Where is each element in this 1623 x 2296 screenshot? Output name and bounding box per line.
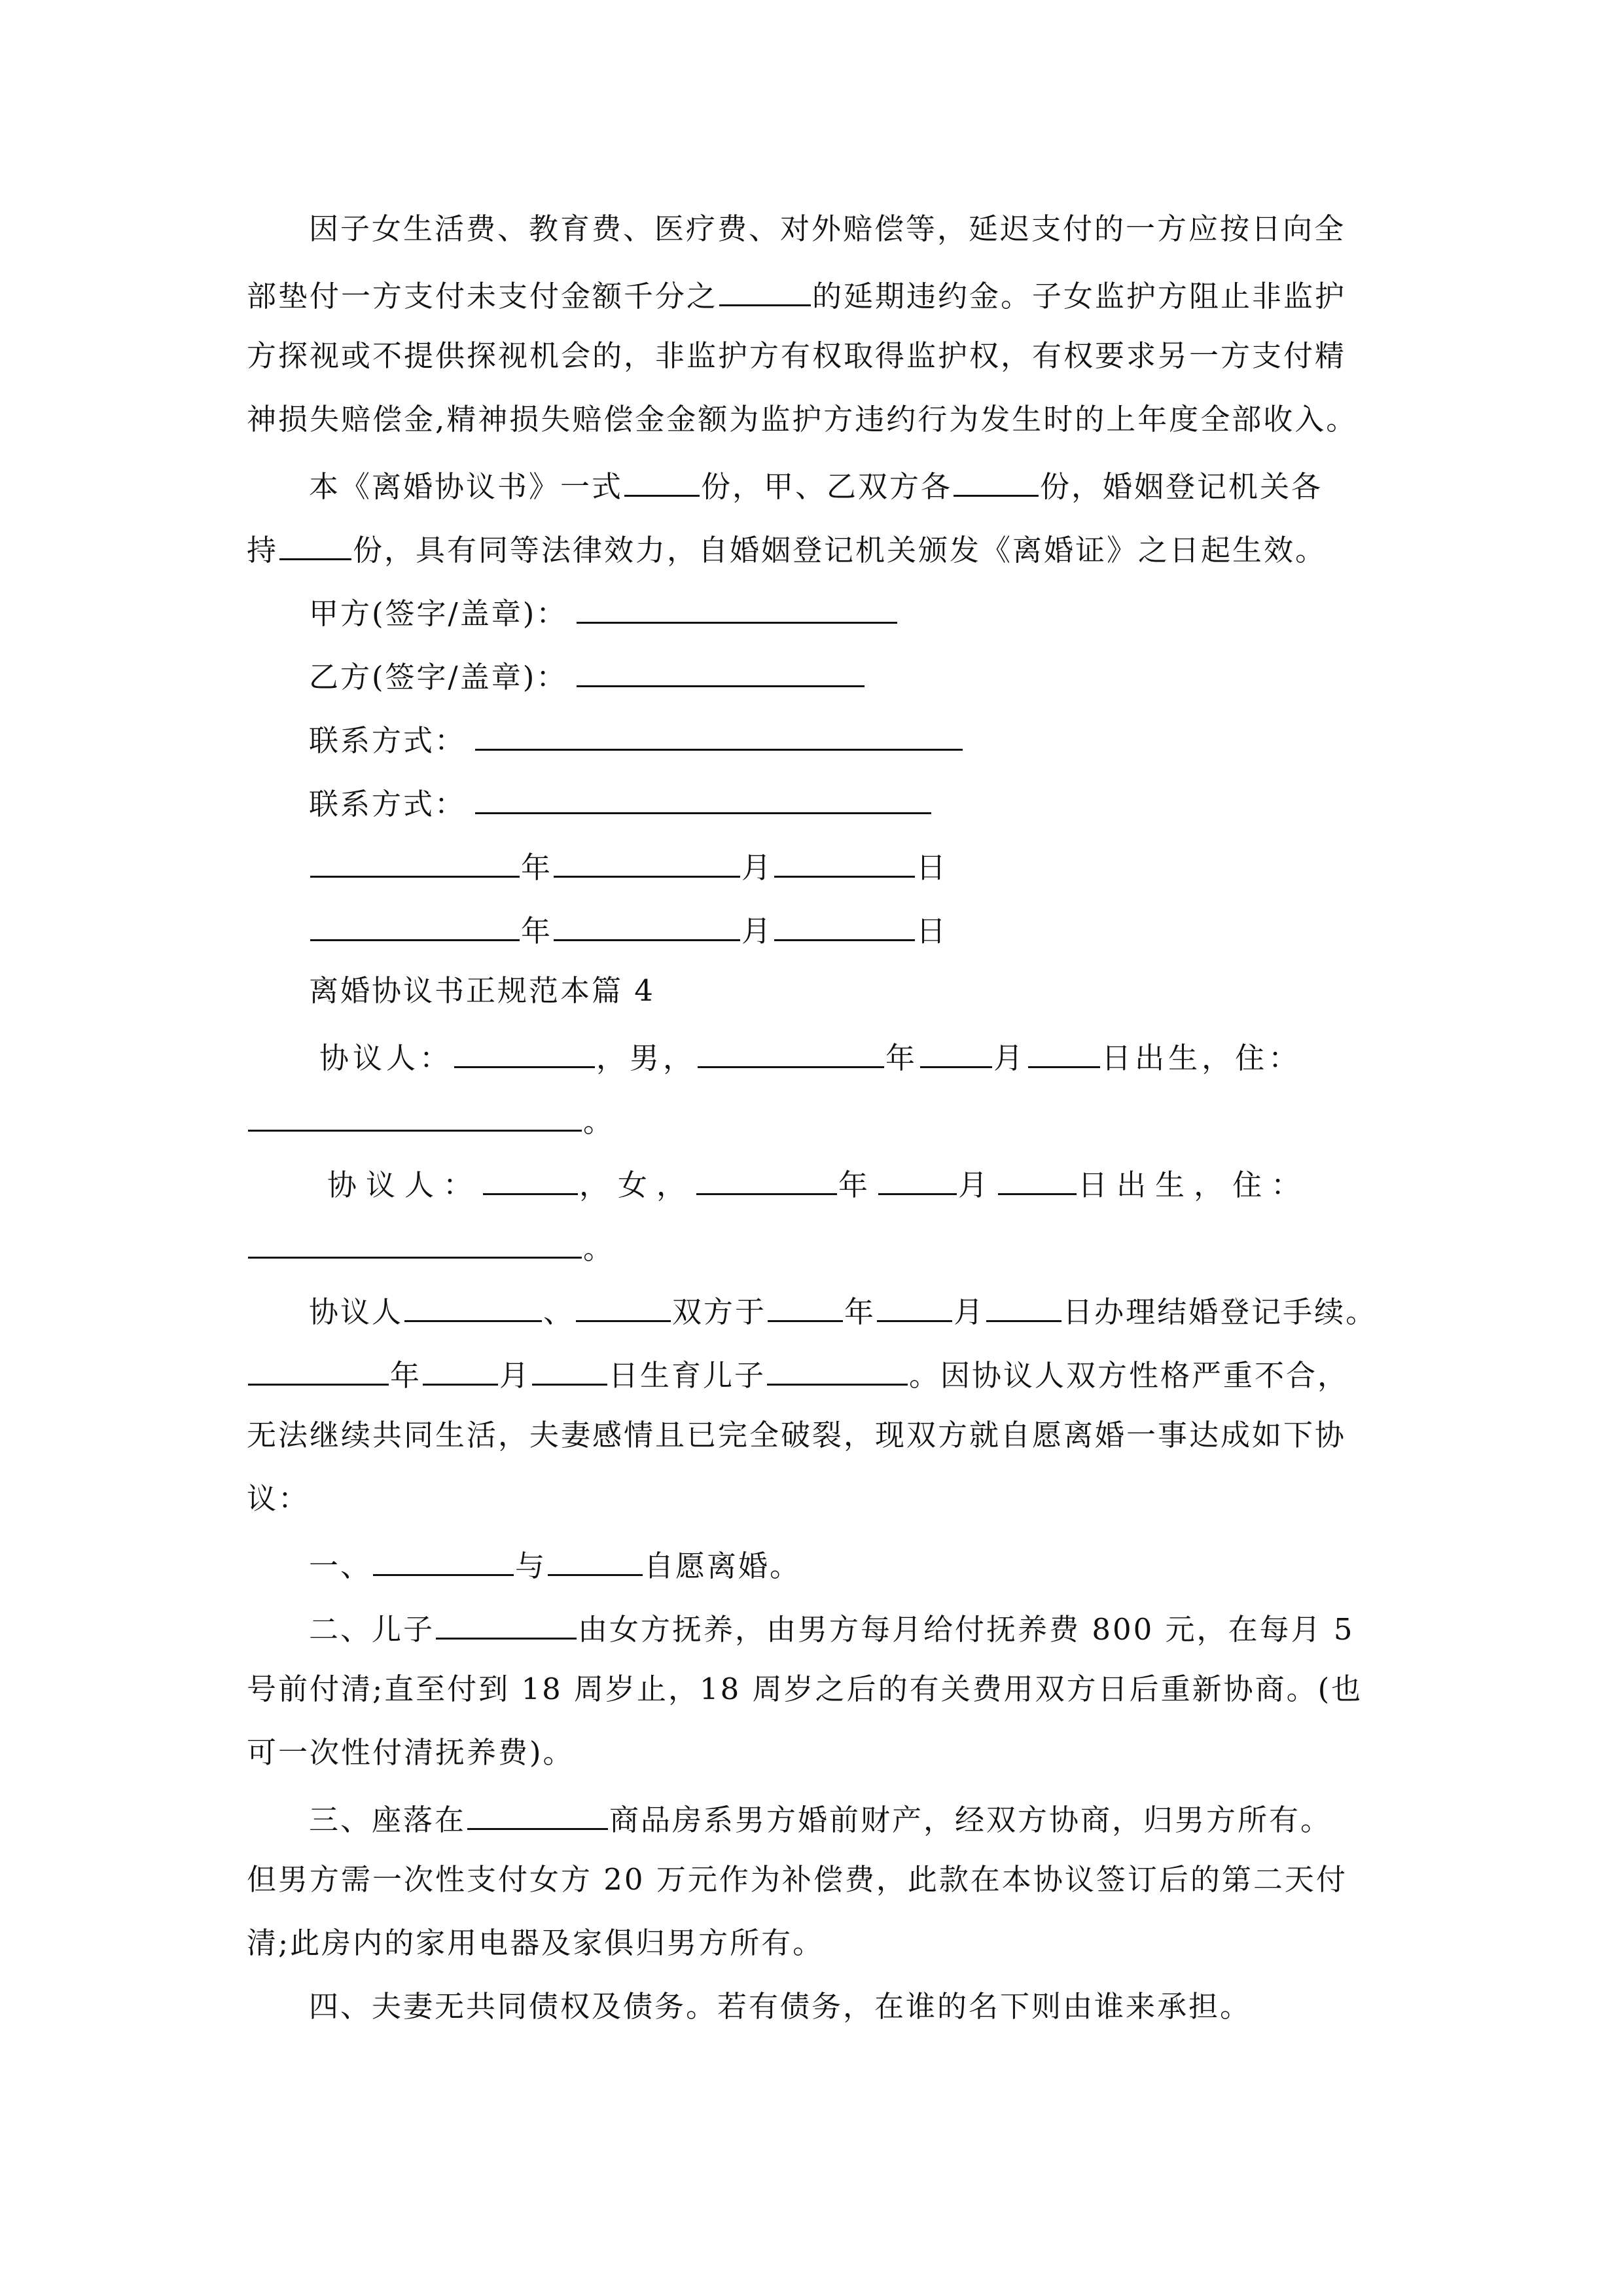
name-field[interactable]: [483, 1162, 578, 1195]
text-line: [309, 1289, 1377, 1328]
blank-field[interactable]: [954, 463, 1039, 497]
text-run: 年: [838, 1168, 878, 1202]
name-field[interactable]: [454, 1035, 595, 1068]
text-run: 协议人：: [327, 1168, 482, 1202]
text-run: ，男，: [596, 1041, 697, 1075]
text-run: 二、儿子: [309, 1612, 435, 1647]
year-label: 年: [521, 914, 553, 948]
text-run: 月: [993, 1041, 1027, 1075]
address-line: [247, 1098, 615, 1138]
year-label: 年: [521, 850, 553, 885]
text-run: 月: [499, 1358, 531, 1393]
text-run: 年: [390, 1358, 422, 1393]
address-line: [247, 1225, 615, 1265]
signature-label: 乙方(签字/盖章)：: [309, 660, 568, 694]
date-row-2: [309, 908, 948, 947]
text-run: 与: [515, 1549, 547, 1583]
text-run: ，女，: [579, 1168, 696, 1202]
year-field[interactable]: [310, 844, 520, 878]
party-female-line: [327, 1162, 1310, 1201]
signature-field-a[interactable]: [577, 590, 897, 624]
blank-field[interactable]: [624, 463, 700, 497]
text-run: 份，具有同等法律效力，自婚姻登记机关颁发《离婚证》之日起生效。: [353, 533, 1327, 567]
text-line: [247, 1352, 1349, 1391]
text-run: 的延期违约金。子女监护方阻止非监护: [812, 279, 1347, 314]
text-run: 。因协议人双方性格严重不合，: [909, 1358, 1349, 1393]
text-run: 月: [958, 1168, 997, 1202]
month-field[interactable]: [554, 844, 740, 878]
day-field[interactable]: [774, 908, 915, 941]
text-line: [309, 463, 1323, 503]
day-label: 日: [916, 850, 948, 885]
party-male-line: [319, 1035, 1302, 1074]
contact-label: 联系方式：: [309, 723, 467, 758]
text-line: 无法继续共同生活，夫妻感情且已完全破裂，现双方就自愿离婚一事达成如下协: [247, 1418, 1347, 1452]
birth-year-field[interactable]: [698, 1035, 884, 1068]
text-run: 三、座落在: [309, 1803, 467, 1837]
blank-field[interactable]: [532, 1352, 607, 1386]
signature-label: 甲方(签字/盖章)：: [309, 596, 568, 631]
blank-field[interactable]: [467, 1797, 608, 1830]
text-run: 日出生，住：: [1078, 1168, 1310, 1202]
clause-4: 四、夫妻无共同债权及债务。若有债务，在谁的名下则由谁来承担。: [309, 1989, 1252, 2024]
text-line: 清;此房内的家用电器及家俱归男方所有。: [247, 1926, 825, 1960]
blank-field[interactable]: [373, 1543, 514, 1576]
text-line: [247, 527, 1327, 566]
blank-field[interactable]: [279, 527, 351, 560]
birth-year-field[interactable]: [696, 1162, 837, 1195]
text-run: 。: [583, 1104, 615, 1139]
text-line: 议：: [247, 1481, 310, 1516]
address-field[interactable]: [248, 1225, 582, 1259]
text-run: 月: [954, 1295, 986, 1329]
text-run: 份，甲、乙双方各: [701, 469, 953, 504]
text-run: 部垫付一方支付未支付金额千分之: [247, 279, 719, 314]
contact-field-1[interactable]: [475, 717, 963, 751]
contact-row-2: [309, 781, 933, 820]
text-run: 双方于: [672, 1295, 767, 1329]
month-label: 月: [741, 914, 774, 948]
text-run: 日办理结婚登记手续。: [1063, 1295, 1378, 1329]
birth-month-field[interactable]: [920, 1035, 992, 1068]
blank-field[interactable]: [404, 1289, 542, 1322]
birth-day-field[interactable]: [998, 1162, 1077, 1195]
text-run: 年: [885, 1041, 919, 1075]
blank-field[interactable]: [719, 273, 811, 306]
year-field[interactable]: [310, 908, 520, 941]
text-run: 持: [247, 533, 279, 567]
blank-field[interactable]: [986, 1289, 1061, 1322]
contact-row-1: [309, 717, 964, 757]
text-run: 协议人：: [319, 1041, 454, 1075]
birth-month-field[interactable]: [878, 1162, 957, 1195]
text-line: [247, 273, 1346, 312]
signature-field-b[interactable]: [577, 654, 865, 687]
contact-label: 联系方式：: [309, 787, 467, 821]
contact-field-2[interactable]: [475, 781, 931, 814]
day-field[interactable]: [774, 844, 915, 878]
text-line: 方探视或不提供探视机会的，非监护方有权取得监护权，有权要求另一方支付精: [247, 338, 1347, 373]
text-run: 日生育儿子: [609, 1358, 766, 1393]
blank-field[interactable]: [877, 1289, 952, 1322]
text-run: 由女方抚养，由男方每月给付抚养费 800 元，在每月 5: [578, 1612, 1355, 1647]
month-label: 月: [741, 850, 774, 885]
text-run: 协议人: [309, 1295, 404, 1329]
clause-1: [309, 1543, 801, 1582]
text-line: 神损失赔偿金,精神损失赔偿金金额为监护方违约行为发生时的上年度全部收入。: [247, 402, 1358, 437]
text-run: 份，婚姻登记机关各: [1040, 469, 1323, 504]
blank-field[interactable]: [248, 1352, 389, 1386]
text-run: 年: [844, 1295, 876, 1329]
blank-field[interactable]: [576, 1289, 671, 1322]
text-run: 日出生，住：: [1101, 1041, 1302, 1075]
blank-field[interactable]: [423, 1352, 498, 1386]
text-run: 本《离婚协议书》一式: [309, 469, 624, 504]
signature-party-a: [309, 590, 899, 630]
birth-day-field[interactable]: [1028, 1035, 1100, 1068]
text-line: 可一次性付清抚养费)。: [247, 1735, 575, 1770]
text-line: 因子女生活费、教育费、医疗费、对外赔偿等，延迟支付的一方应按日向全: [309, 211, 1346, 246]
date-row-1: [309, 844, 948, 884]
text-line: 号前付清;直至付到 18 周岁止，18 周岁之后的有关费用双方日后重新协商。(也: [247, 1672, 1363, 1706]
text-line: 但男方需一次性支付女方 20 万元作为补偿费，此款在本协议签订后的第二天付: [247, 1862, 1347, 1897]
day-label: 日: [916, 914, 948, 948]
blank-field[interactable]: [767, 1352, 908, 1386]
clause-2: [309, 1606, 1354, 1645]
month-field[interactable]: [554, 908, 740, 941]
text-run: 。: [583, 1231, 615, 1266]
blank-field[interactable]: [768, 1289, 843, 1322]
blank-field[interactable]: [436, 1606, 577, 1640]
text-run: 商品房系男方婚前财产，经双方协商，归男方所有。: [609, 1803, 1332, 1837]
text-run: 、: [543, 1295, 575, 1329]
text-run: 一、: [309, 1549, 372, 1583]
signature-party-b: [309, 654, 866, 693]
clause-3: [309, 1797, 1332, 1836]
text-run: 自愿离婚。: [644, 1549, 802, 1583]
section-title: 离婚协议书正规范本篇 4: [309, 973, 655, 1008]
address-field[interactable]: [248, 1098, 582, 1132]
blank-field[interactable]: [548, 1543, 643, 1576]
